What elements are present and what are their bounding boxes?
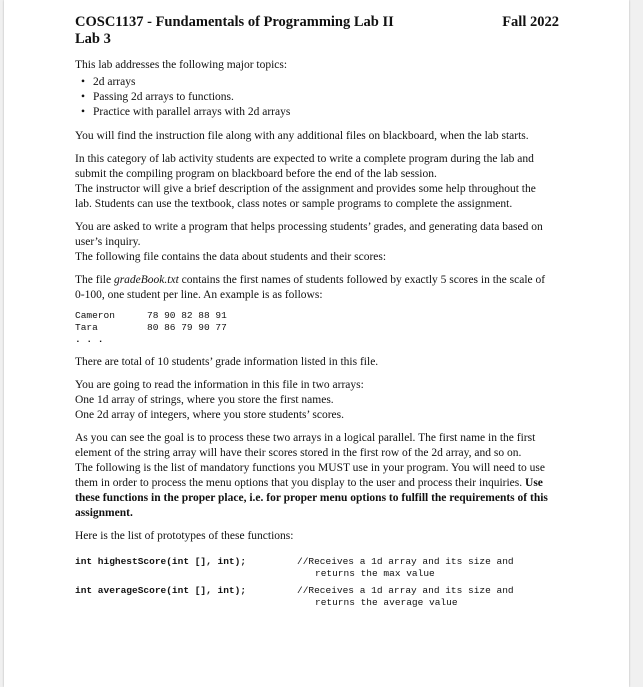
prototype-comment [297, 585, 537, 609]
topic-item: • Passing 2d arrays to functions. [93, 90, 555, 105]
course-title: COSC1137 - Fundamentals of Programming Lab II [75, 14, 394, 30]
document-page [4, 0, 629, 687]
goal-paragraph: As you can see the goal is to process these two arrays in a logical parallel. The first name in the first element of the string array will have their scores stored in the first row of the 2d array, and so on. [75, 432, 536, 459]
example-scores: 80 86 79 90 77 [147, 322, 227, 333]
file-paragraph-pre: The file [75, 274, 114, 286]
prototype-comment-line: //Receives a 1d array and its size and [297, 556, 514, 567]
example-scores: 78 90 82 88 91 [147, 310, 227, 321]
example-block [75, 310, 555, 346]
category-paragraph: In this category of lab activity students are expected to write a complete program during the lab and submit the compiling program on blackboard before the end of the lab session. [75, 153, 534, 180]
document-header [75, 14, 559, 48]
mandatory-paragraph [75, 461, 555, 521]
example-ellipsis: . . . [75, 334, 104, 345]
file-paragraph [75, 273, 555, 303]
array-1d-paragraph: One 1d array of strings, where you store the first names. [75, 394, 334, 406]
array-2d-paragraph: One 2d array of integers, where you store students’ scores. [75, 409, 344, 421]
prototype-comment-line: returns the max value [315, 568, 435, 579]
topic-item: • Practice with parallel arrays with 2d arrays [93, 105, 555, 120]
prototype-signature: int averageScore(int [], int); [75, 585, 247, 596]
intro-text: This lab addresses the following major topics: [75, 59, 288, 71]
prototype-comment-line: returns the average value [315, 597, 458, 608]
prototype-signature: int highestScore(int [], int); [75, 556, 247, 567]
asked-paragraph: You are asked to write a program that helps processing students’ grades, and generating data based on user’s inquiry. [75, 221, 543, 248]
document-content [75, 14, 559, 609]
files-paragraph: You will find the instruction file along with any additional files on blackboard, when the lab starts. [75, 130, 529, 142]
read-paragraph: You are going to read the information in this file in two arrays: [75, 379, 364, 391]
example-row [75, 322, 555, 334]
prototype-row [75, 556, 555, 580]
total-paragraph: There are total of 10 students’ grade information listed in this file. [75, 356, 379, 368]
mandatory-text: The following is the list of mandatory functions you MUST use in your program. You will need to use them in order to process the menu options that you display to the user and process their inquiries. [75, 462, 545, 489]
topics-list [75, 75, 555, 120]
file-paragraph-post: contains the first names of students followed by exactly 5 scores in the scale of 0-100, one student per line. An example is as follows: [75, 274, 546, 301]
term-label: Fall 2022 [502, 14, 559, 30]
prototype-row [75, 585, 555, 609]
example-name: Tara [75, 322, 98, 333]
mandatory-bold-text: Use these functions in the proper place, i.e. for proper menu options to fulfill the requirements of this assignment. [75, 477, 548, 519]
instructor-paragraph: The instructor will give a brief description of the assignment and provides some help throughout the lab. Students can use the textbook, class notes or sample programs to complete the assignment. [75, 183, 536, 210]
lab-title: Lab 3 [75, 31, 111, 47]
topic-item: • 2d arrays [93, 75, 555, 90]
following-paragraph: The following file contains the data about students and their scores: [75, 251, 387, 263]
example-row [75, 310, 555, 322]
prototype-comment [297, 556, 537, 580]
example-name: Cameron [75, 310, 115, 321]
prototypes-paragraph: Here is the list of prototypes of these functions: [75, 530, 294, 542]
filename: gradeBook.txt [113, 274, 179, 286]
prototype-comment-line: //Receives a 1d array and its size and [297, 585, 514, 596]
